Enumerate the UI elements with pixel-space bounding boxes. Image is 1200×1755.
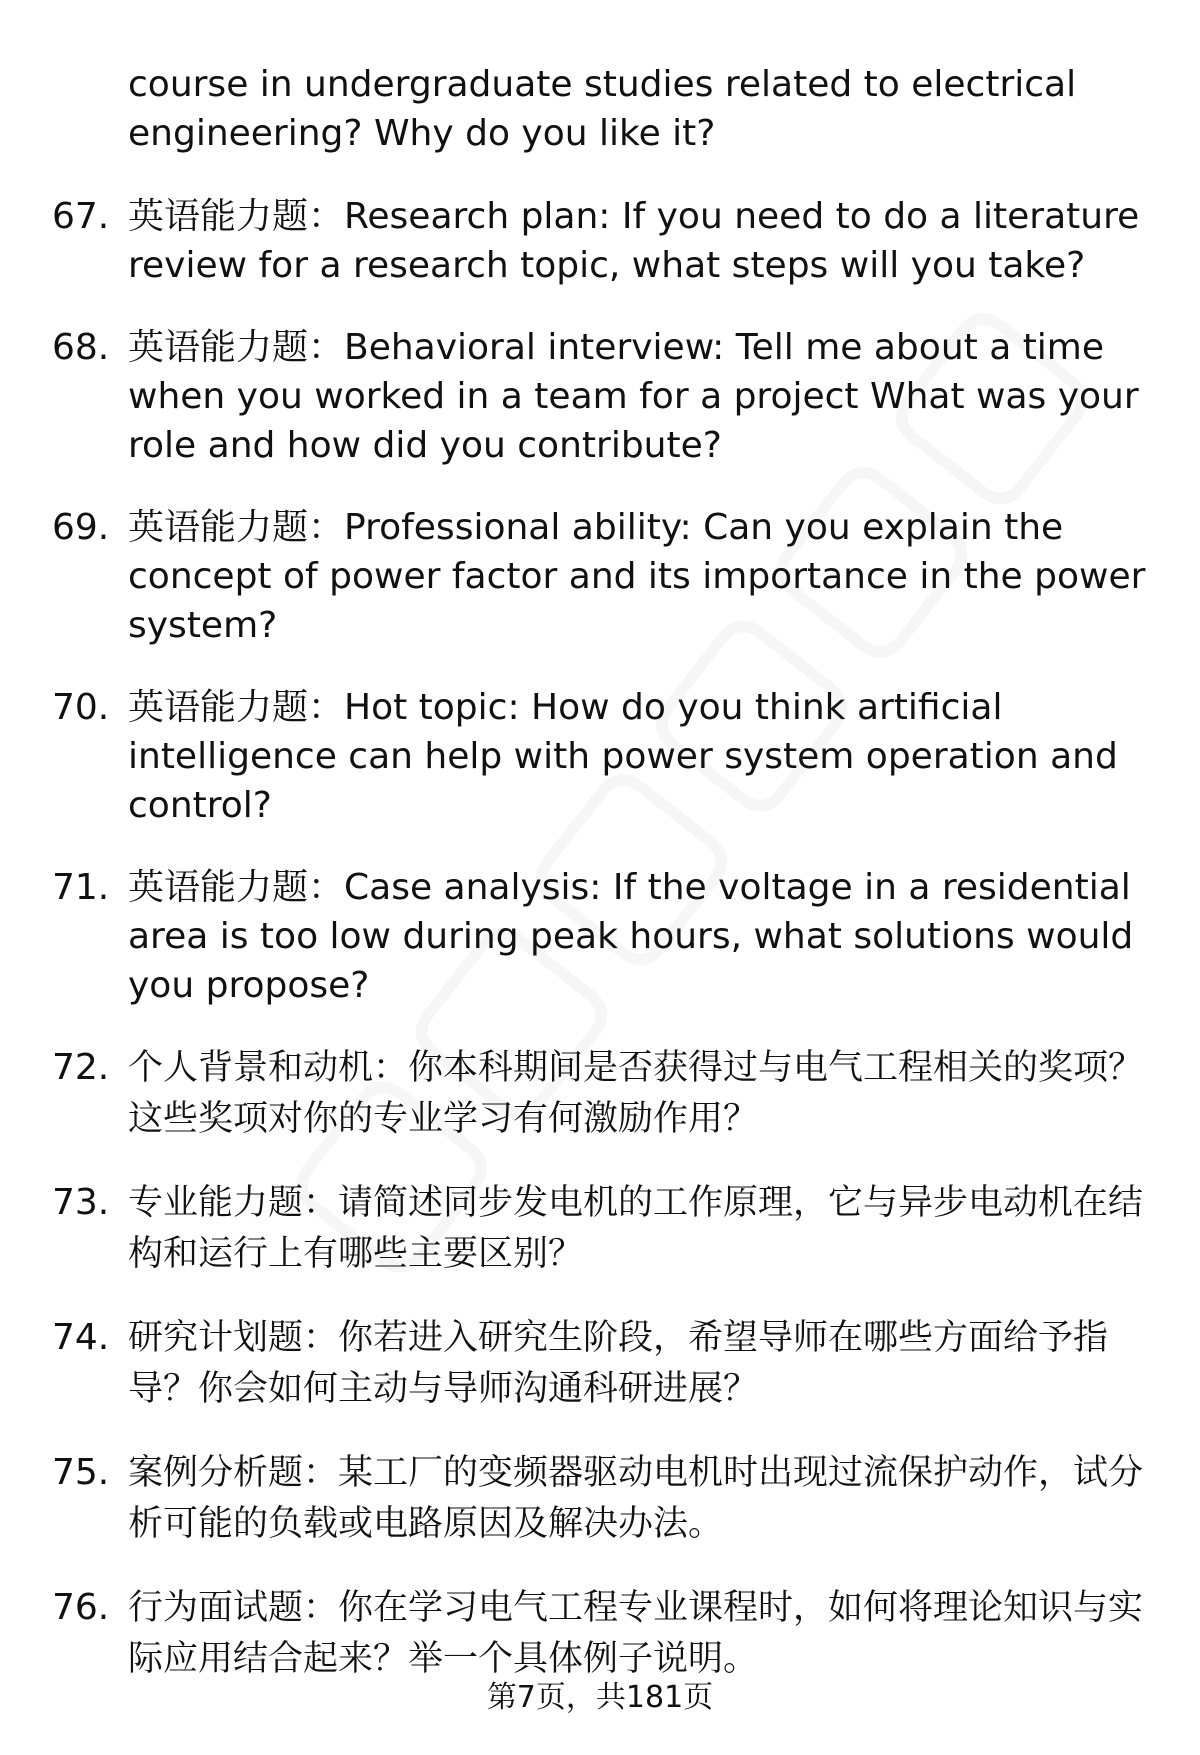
question-text: 案例分析题：某工厂的变频器驱动电机时出现过流保护动作，试分析可能的负载或电路原因及解决办法。: [128, 1453, 1144, 1544]
question-number: 67.: [52, 196, 110, 237]
question-text: 研究计划题：你若进入研究生阶段，希望导师在哪些方面给予指导？你会如何主动与导师沟通科研进展？: [128, 1318, 1109, 1409]
question-text: 英语能力题：Hot topic: How do you think artificial intelligence can help with power system operation and control?: [128, 687, 1118, 826]
question-text: 专业能力题：请简述同步发电机的工作原理，它与异步电动机在结构和运行上有哪些主要区别？: [128, 1183, 1144, 1274]
question-number: 74.: [52, 1317, 110, 1358]
question-text: 英语能力题：Professional ability: Can you explain the concept of power factor and its importance in the power system?: [128, 507, 1146, 646]
question-list: [52, 60, 1152, 1718]
question-text: 英语能力题：Case analysis: If the voltage in a residential area is too low during peak hours, what solutions would you propose?: [128, 867, 1134, 1006]
question-text: 英语能力题：Behavioral interview: Tell me about a time when you worked in a team for a project What was your role and how did you contribute?: [128, 327, 1139, 466]
question-number: 71.: [52, 867, 110, 908]
question-number: 70.: [52, 687, 110, 728]
question-item: [52, 1313, 1152, 1415]
question-item: [52, 1043, 1152, 1145]
question-number: 69.: [52, 507, 110, 548]
question-item: [52, 1583, 1152, 1685]
page-footer: 第7页，共181页: [486, 1680, 714, 1715]
question-text: 英语能力题：Research plan: If you need to do a literature review for a research topic, what steps will you take?: [128, 196, 1140, 286]
question-item: [52, 192, 1152, 290]
question-text: 行为面试题：你在学习电气工程专业课程时，如何将理论知识与实际应用结合起来？举一个具体例子说明。: [128, 1588, 1144, 1679]
question-continuation: course in undergraduate studies related to electrical engineering? Why do you like it?: [128, 64, 1077, 154]
question-number: 75.: [52, 1452, 110, 1493]
question-item: [52, 1178, 1152, 1280]
question-item: [52, 683, 1152, 830]
question-number: 72.: [52, 1047, 110, 1088]
question-item: [52, 503, 1152, 650]
question-number: 76.: [52, 1587, 110, 1628]
question-item: [52, 863, 1152, 1010]
question-number: 73.: [52, 1182, 110, 1223]
question-text: 个人背景和动机：你本科期间是否获得过与电气工程相关的奖项？这些奖项对你的专业学习有何激励作用？: [128, 1048, 1144, 1139]
question-number: 68.: [52, 327, 110, 368]
question-item: [52, 1448, 1152, 1550]
question-item: [52, 323, 1152, 470]
